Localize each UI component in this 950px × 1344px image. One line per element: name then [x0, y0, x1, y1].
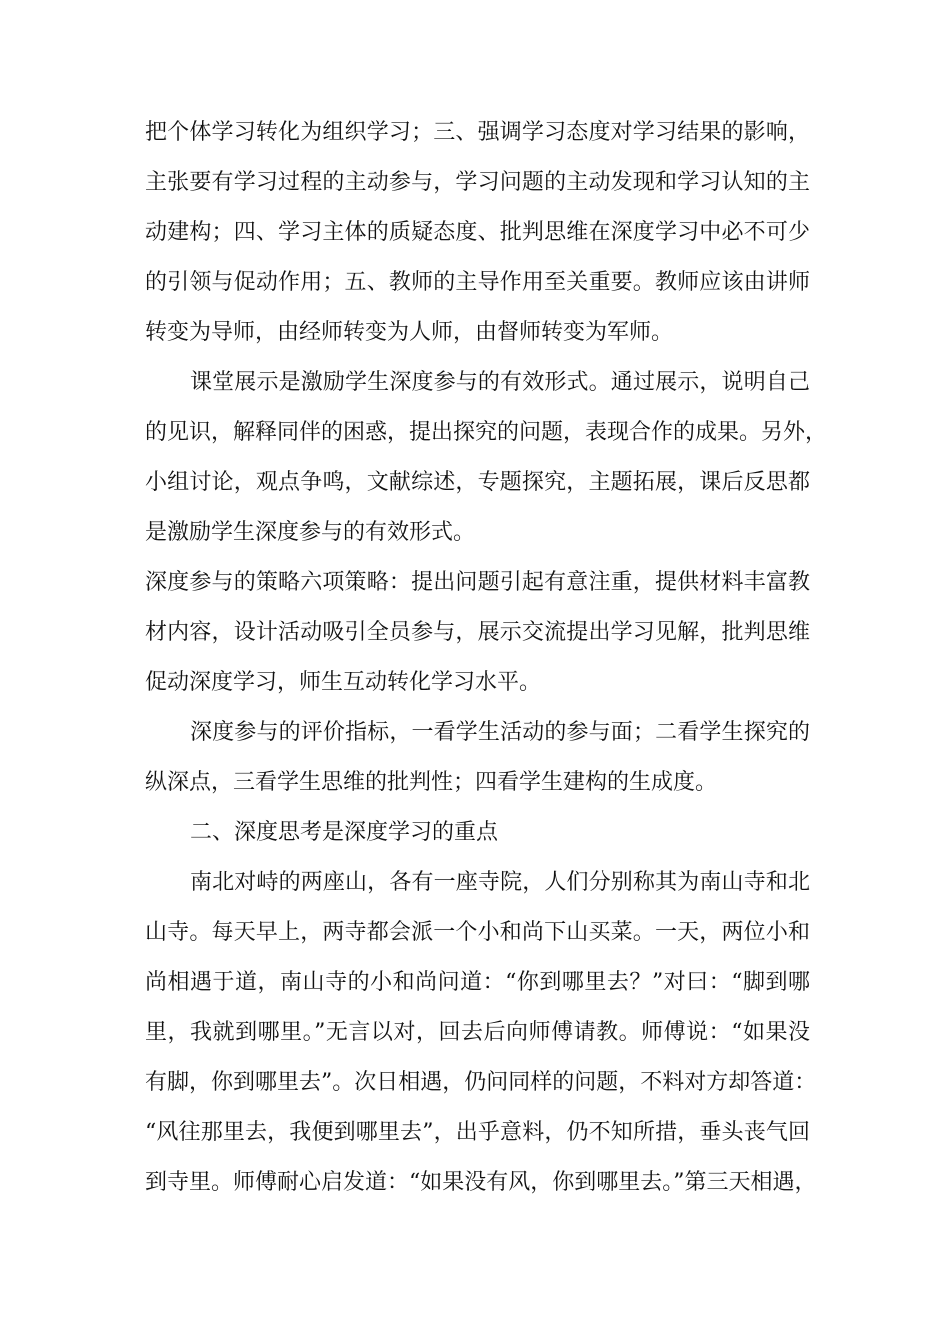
text-line: 里，我就到哪里。”无言以对，回去后向师傅请教。师傅说：“如果没 — [145, 1020, 810, 1045]
text-line: 到寺里。师傅耐心启发道：“如果没有风，你到哪里去。”第三天相遇， — [145, 1170, 817, 1195]
text-line: “风往那里去，我便到哪里去”，出乎意料，仍不知所措，垂头丧气回 — [145, 1120, 810, 1145]
text-line: 有脚，你到哪里去”。次日相遇，仍问同样的问题，不料对方却答道： — [145, 1070, 817, 1095]
section-heading: 二、深度思考是深度学习的重点 — [190, 820, 499, 845]
text-line: 南北对峙的两座山，各有一座寺院，人们分别称其为南山寺和北 — [190, 870, 810, 895]
text-line: 的引领与促动作用；五、教师的主导作用至关重要。教师应该由讲师 — [145, 270, 810, 295]
text-line: 是激励学生深度参与的有效形式。 — [145, 520, 476, 545]
text-line: 纵深点，三看学生思维的批判性；四看学生建构的生成度。 — [145, 770, 718, 795]
text-line: 促动深度学习，师生互动转化学习水平。 — [145, 670, 542, 695]
text-line: 动建构；四、学习主体的质疑态度、批判思维在深度学习中必不可少 — [145, 220, 810, 245]
text-line: 尚相遇于道，南山寺的小和尚问道：“你到哪里去？”对曰：“脚到哪 — [145, 970, 810, 995]
text-line: 深度参与的评价指标，一看学生活动的参与面；二看学生探究的 — [190, 720, 810, 745]
text-line: 山寺。每天早上，两寺都会派一个小和尚下山买菜。一天，两位小和 — [145, 920, 810, 945]
text-line: 把个体学习转化为组织学习；三、强调学习态度对学习结果的影响， — [145, 120, 810, 145]
text-line: 深度参与的策略六项策略：提出问题引起有意注重，提供材料丰富教 — [145, 570, 810, 595]
text-line: 小组讨论，观点争鸣，文献综述，专题探究，主题拓展，课后反思都 — [145, 470, 810, 495]
text-line: 的见识，解释同伴的困惑，提出探究的问题，表现合作的成果。另外， — [145, 420, 828, 445]
text-line: 材内容，设计活动吸引全员参与，展示交流提出学习见解，批判思维 — [145, 620, 810, 645]
text-line: 转变为导师，由经师转变为人师，由督师转变为军师。 — [145, 320, 674, 345]
text-line: 主张要有学习过程的主动参与，学习问题的主动发现和学习认知的主 — [145, 170, 810, 195]
text-line: 课堂展示是激励学生深度参与的有效形式。通过展示，说明自己 — [190, 370, 810, 395]
